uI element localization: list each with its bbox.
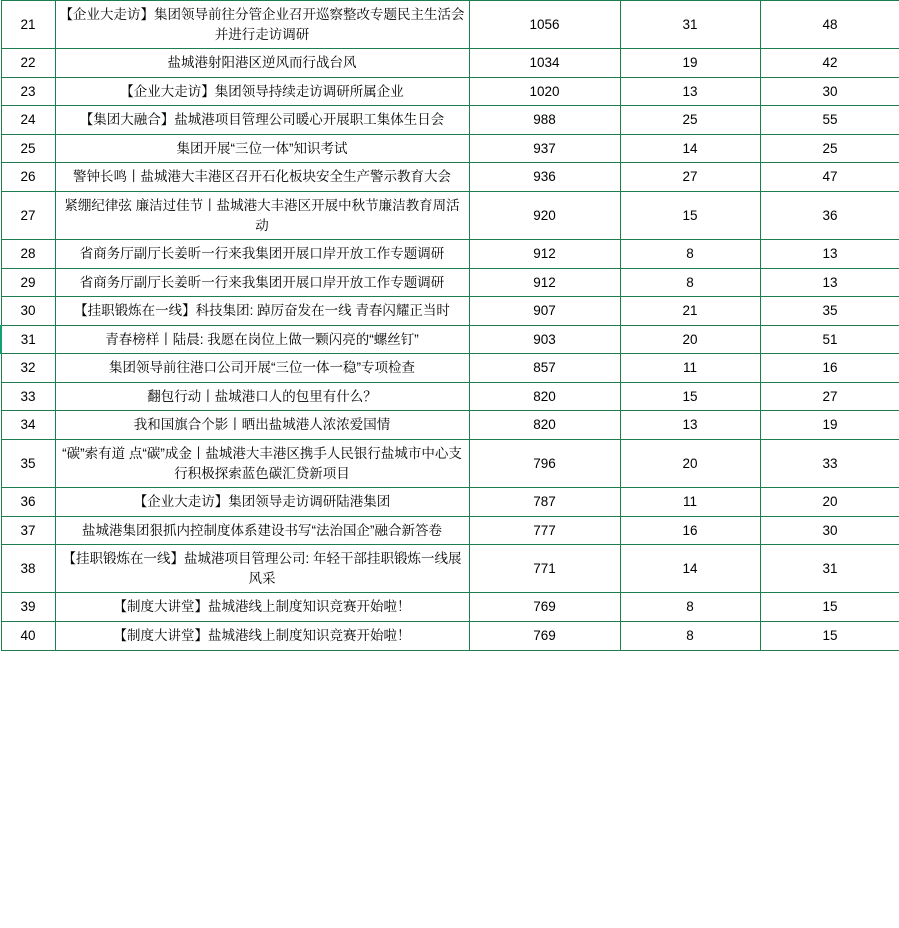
cell-likes[interactable]: 21	[620, 297, 760, 326]
table-row[interactable]	[1, 1, 899, 49]
table-row[interactable]	[1, 77, 899, 106]
cell-shares[interactable]: 42	[760, 49, 899, 78]
table-row[interactable]	[1, 488, 899, 517]
cell-index[interactable]: 37	[1, 516, 55, 545]
cell-shares[interactable]: 13	[760, 240, 899, 269]
cell-views[interactable]: 769	[469, 621, 620, 650]
cell-likes[interactable]: 14	[620, 134, 760, 163]
cell-shares[interactable]: 19	[760, 411, 899, 440]
table-body	[1, 1, 899, 651]
cell-likes[interactable]: 31	[620, 1, 760, 49]
cell-title[interactable]: 集团开展“三位一体”知识考试	[55, 134, 469, 163]
cell-shares[interactable]: 51	[760, 325, 899, 354]
cell-views[interactable]: 857	[469, 354, 620, 383]
cell-views[interactable]: 907	[469, 297, 620, 326]
cell-shares[interactable]: 20	[760, 488, 899, 517]
cell-shares[interactable]: 33	[760, 440, 899, 488]
table-row[interactable]	[1, 134, 899, 163]
cell-likes[interactable]: 14	[620, 545, 760, 593]
cell-index[interactable]: 35	[1, 440, 55, 488]
cell-title[interactable]: 省商务厅副厅长姜昕一行来我集团开展口岸开放工作专题调研	[55, 240, 469, 269]
table-row[interactable]	[1, 297, 899, 326]
cell-index[interactable]: 22	[1, 49, 55, 78]
cell-title[interactable]: 紧绷纪律弦 廉洁过佳节丨盐城港大丰港区开展中秋节廉洁教育周活动	[55, 191, 469, 239]
table-row[interactable]	[1, 440, 899, 488]
cell-index[interactable]: 39	[1, 593, 55, 622]
cell-shares[interactable]: 30	[760, 516, 899, 545]
cell-views[interactable]: 820	[469, 382, 620, 411]
cell-views[interactable]: 777	[469, 516, 620, 545]
cell-views[interactable]: 937	[469, 134, 620, 163]
cell-shares[interactable]: 27	[760, 382, 899, 411]
table-row[interactable]	[1, 163, 899, 192]
cell-index[interactable]: 26	[1, 163, 55, 192]
cell-index[interactable]: 30	[1, 297, 55, 326]
cell-views[interactable]: 1020	[469, 77, 620, 106]
cell-likes[interactable]: 15	[620, 382, 760, 411]
cell-title[interactable]: 【企业大走访】集团领导持续走访调研所属企业	[55, 77, 469, 106]
cell-index[interactable]: 25	[1, 134, 55, 163]
cell-views[interactable]: 787	[469, 488, 620, 517]
table-row[interactable]	[1, 354, 899, 383]
cell-likes[interactable]: 11	[620, 354, 760, 383]
table-row[interactable]	[1, 268, 899, 297]
cell-title[interactable]: “碳”索有道 点“碳”成金丨盐城港大丰港区携手人民银行盐城市中心支行积极探索蓝色碳汇贷新项目	[55, 440, 469, 488]
table-row[interactable]	[1, 411, 899, 440]
cell-likes[interactable]: 8	[620, 621, 760, 650]
cell-title[interactable]: 【制度大讲堂】盐城港线上制度知识竞赛开始啦！	[55, 621, 469, 650]
cell-views[interactable]: 903	[469, 325, 620, 354]
cell-shares[interactable]: 15	[760, 593, 899, 622]
cell-index[interactable]: 36	[1, 488, 55, 517]
cell-index[interactable]: 32	[1, 354, 55, 383]
cell-likes[interactable]: 19	[620, 49, 760, 78]
cell-title[interactable]: 青春榜样丨陆晨: 我愿在岗位上做一颗闪亮的“螺丝钉”	[55, 325, 469, 354]
cell-views[interactable]: 796	[469, 440, 620, 488]
cell-index[interactable]: 34	[1, 411, 55, 440]
cell-shares[interactable]: 55	[760, 106, 899, 135]
cell-title[interactable]: 【制度大讲堂】盐城港线上制度知识竞赛开始啦！	[55, 593, 469, 622]
cell-index[interactable]: 29	[1, 268, 55, 297]
cell-index[interactable]: 27	[1, 191, 55, 239]
cell-likes[interactable]: 16	[620, 516, 760, 545]
cell-views[interactable]: 988	[469, 106, 620, 135]
cell-shares[interactable]: 36	[760, 191, 899, 239]
cell-title[interactable]: 【挂职锻炼在一线】科技集团: 踔厉奋发在一线 青春闪耀正当时	[55, 297, 469, 326]
cell-title[interactable]: 翻包行动丨盐城港口人的包里有什么？	[55, 382, 469, 411]
table-row[interactable]	[1, 106, 899, 135]
cell-index[interactable]: 24	[1, 106, 55, 135]
table-row[interactable]	[1, 516, 899, 545]
cell-shares[interactable]: 15	[760, 621, 899, 650]
cell-title[interactable]: 警钟长鸣丨盐城港大丰港区召开石化板块安全生产警示教育大会	[55, 163, 469, 192]
cell-likes[interactable]: 13	[620, 411, 760, 440]
table-row[interactable]	[1, 621, 899, 650]
cell-index[interactable]: 31	[1, 325, 55, 354]
table-row[interactable]	[1, 382, 899, 411]
table-row[interactable]	[1, 49, 899, 78]
cell-views[interactable]: 912	[469, 268, 620, 297]
cell-views[interactable]: 771	[469, 545, 620, 593]
table-row[interactable]	[1, 545, 899, 593]
cell-views[interactable]: 820	[469, 411, 620, 440]
cell-views[interactable]: 920	[469, 191, 620, 239]
cell-views[interactable]: 1034	[469, 49, 620, 78]
cell-views[interactable]: 936	[469, 163, 620, 192]
cell-title[interactable]: 盐城港集团狠抓内控制度体系建设书写“法治国企”融合新答卷	[55, 516, 469, 545]
cell-title[interactable]: 省商务厅副厅长姜昕一行来我集团开展口岸开放工作专题调研	[55, 268, 469, 297]
cell-likes[interactable]: 8	[620, 268, 760, 297]
cell-title[interactable]: 【企业大走访】集团领导走访调研陆港集团	[55, 488, 469, 517]
cell-title[interactable]: 我和国旗合个影丨晒出盐城港人浓浓爱国情	[55, 411, 469, 440]
cell-likes[interactable]: 15	[620, 191, 760, 239]
cell-title[interactable]: 【挂职锻炼在一线】盐城港项目管理公司: 年轻干部挂职锻炼一线展风采	[55, 545, 469, 593]
cell-likes[interactable]: 20	[620, 325, 760, 354]
cell-index[interactable]: 23	[1, 77, 55, 106]
cell-likes[interactable]: 25	[620, 106, 760, 135]
cell-shares[interactable]: 16	[760, 354, 899, 383]
cell-index[interactable]: 28	[1, 240, 55, 269]
table-row[interactable]	[1, 593, 899, 622]
cell-shares[interactable]: 35	[760, 297, 899, 326]
cell-title[interactable]: 【企业大走访】集团领导前往分管企业召开巡察整改专题民主生活会并进行走访调研	[55, 1, 469, 49]
cell-shares[interactable]: 48	[760, 1, 899, 49]
cell-title[interactable]: 盐城港射阳港区逆风而行战台风	[55, 49, 469, 78]
cell-views[interactable]: 769	[469, 593, 620, 622]
cell-title[interactable]: 集团领导前往港口公司开展“三位一体一稳”专项检查	[55, 354, 469, 383]
cell-likes[interactable]: 13	[620, 77, 760, 106]
cell-shares[interactable]: 31	[760, 545, 899, 593]
table-row[interactable]	[1, 240, 899, 269]
cell-likes[interactable]: 11	[620, 488, 760, 517]
table-row[interactable]	[1, 325, 899, 354]
cell-shares[interactable]: 13	[760, 268, 899, 297]
cell-title[interactable]: 【集团大融合】盐城港项目管理公司暖心开展职工集体生日会	[55, 106, 469, 135]
cell-index[interactable]: 38	[1, 545, 55, 593]
cell-shares[interactable]: 25	[760, 134, 899, 163]
cell-index[interactable]: 21	[1, 1, 55, 49]
cell-views[interactable]: 912	[469, 240, 620, 269]
cell-shares[interactable]: 30	[760, 77, 899, 106]
cell-likes[interactable]: 8	[620, 593, 760, 622]
table-row[interactable]	[1, 191, 899, 239]
cell-likes[interactable]: 27	[620, 163, 760, 192]
cell-views[interactable]: 1056	[469, 1, 620, 49]
cell-likes[interactable]: 20	[620, 440, 760, 488]
cell-shares[interactable]: 47	[760, 163, 899, 192]
cell-index[interactable]: 40	[1, 621, 55, 650]
cell-index[interactable]: 33	[1, 382, 55, 411]
cell-likes[interactable]: 8	[620, 240, 760, 269]
